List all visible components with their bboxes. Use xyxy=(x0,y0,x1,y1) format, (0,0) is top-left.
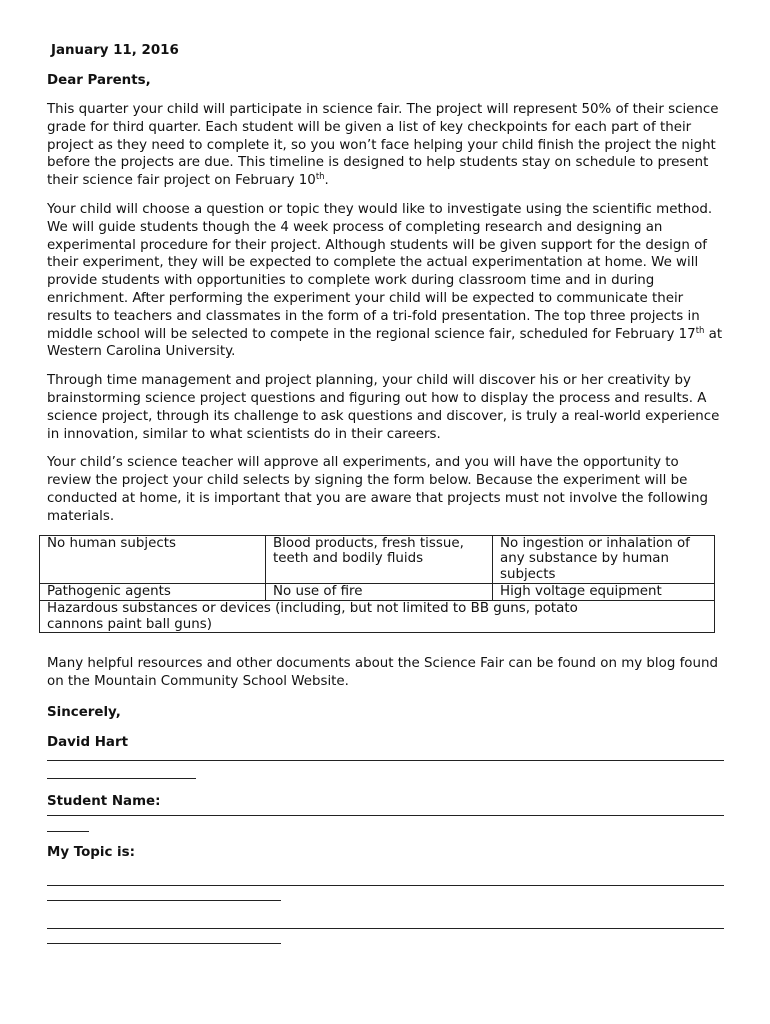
student-name-line[interactable] xyxy=(47,815,724,816)
topic-line-1-continued[interactable] xyxy=(47,900,281,901)
table-cell: High voltage equipment xyxy=(493,583,715,600)
topic-line-1[interactable] xyxy=(47,885,724,886)
student-name-line-continued[interactable] xyxy=(47,831,89,832)
paragraph-process: Your child will choose a question or topic they would like to investigate using the scientific method. We will guide students though the 4 week process of completing research and designing an experimental procedure for their project. Although students will be given support for the design of their experiment, they will be expected to complete the actual experimentation at home. We will provide students with opportunities to complete work during classroom time and in during enrichment. After performing the experiment your child will be expected to communicate their results to teachers and classmates in the form of a tri-fold presentation. The top three projects in middle school will be selected to compete in the regional science fair, scheduled for February 17th at Western Carolina University. xyxy=(47,201,723,360)
letter-greeting: Dear Parents, xyxy=(47,73,151,88)
table-row xyxy=(40,535,715,583)
paragraph-creativity: Through time management and project planning, your child will discover his or her creativity by brainstorming science project questions and figuring out how to display the process and results. A science project, through its challenge to ask questions and discover, is truly a real-world experience in innovation, similar to what scientists do in their careers. xyxy=(47,373,720,442)
table-cell: Pathogenic agents xyxy=(40,583,266,600)
signer-name: David Hart xyxy=(47,734,128,750)
paragraph-approval: Your child’s science teacher will approve all experiments, and you will have the opportunity to review the project your child selects by signing the form below. Because the experiment will be conducted at home, it is important that you are aware that projects must not involve the following materials. xyxy=(47,455,708,524)
signature-line[interactable] xyxy=(47,760,724,761)
table-cell: Blood products, fresh tissue, teeth and bodily fluids xyxy=(266,535,493,583)
paragraph-intro: This quarter your child will participate in science fair. The project will represent 50% of their science grade for third quarter. Each student will be given a list of key checkpoints for each part of their project as they need to complete it, so you won’t face helping your child finish the project the night before the projects are due. This timeline is designed to help students stay on schedule to present their science fair project on February 10th. xyxy=(47,102,719,189)
table-cell: Hazardous substances or devices (including, but not limited to BB guns, potato cannons paint ball guns) xyxy=(40,600,715,633)
signature-line-continued[interactable] xyxy=(47,778,196,779)
prohibited-materials-table xyxy=(39,535,715,634)
table-cell: No human subjects xyxy=(40,535,266,583)
topic-line-2-continued[interactable] xyxy=(47,943,281,944)
table-row xyxy=(40,600,715,633)
table-row xyxy=(40,583,715,600)
table-cell: No ingestion or inhalation of any substance by human subjects xyxy=(493,535,715,583)
closing: Sincerely, xyxy=(47,704,121,720)
paragraph-resources: Many helpful resources and other documents about the Science Fair can be found on my blog found on the Mountain Community School Website. xyxy=(47,656,718,690)
table-cell: No use of fire xyxy=(266,583,493,600)
topic-line-2[interactable] xyxy=(47,928,724,929)
topic-label: My Topic is: xyxy=(47,844,135,860)
letter-page xyxy=(47,42,727,944)
student-name-label: Student Name: xyxy=(47,793,161,809)
letter-date: January 11, 2016 xyxy=(51,43,179,58)
